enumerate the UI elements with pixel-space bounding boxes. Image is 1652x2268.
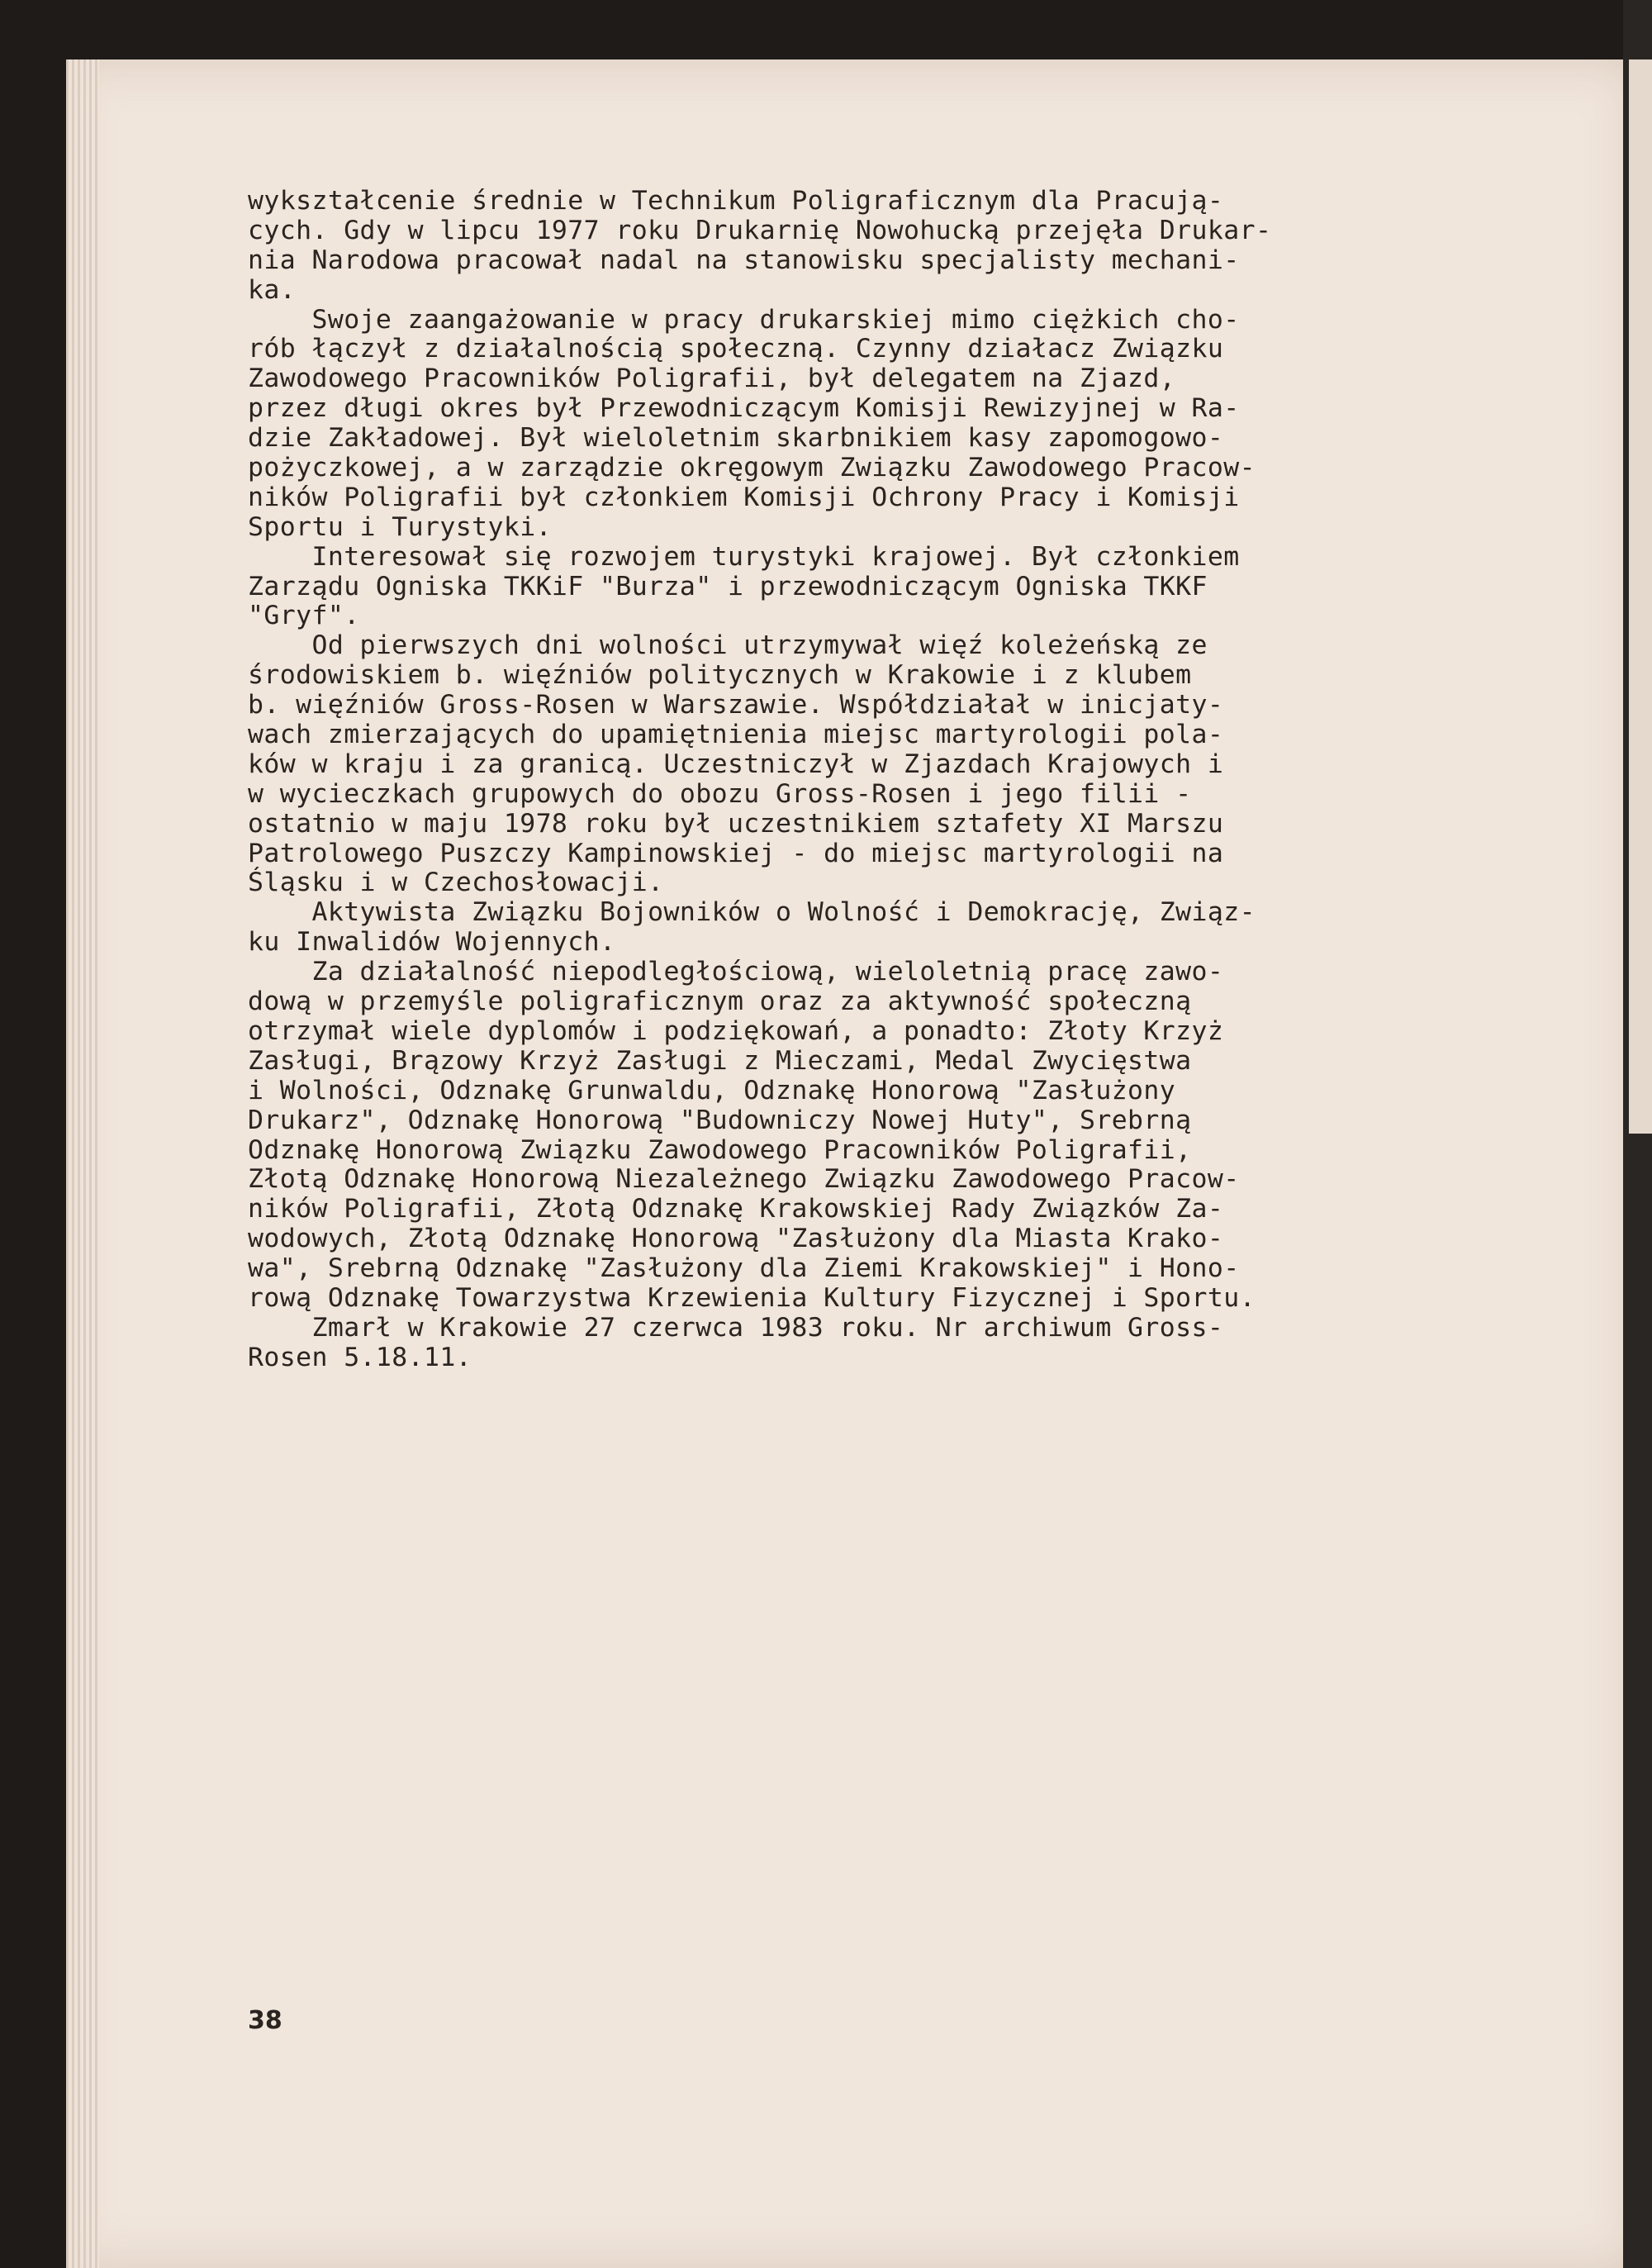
text-line: b. więźniów Gross-Rosen w Warszawie. Współdziałał w inicjaty-: [248, 690, 1224, 720]
text-line: Zarządu Ogniska TKKiF "Burza" i przewodniczącym Ogniska TKKF: [248, 571, 1208, 601]
text-line: cych. Gdy w lipcu 1977 roku Drukarnię Nowohucką przejęła Drukar-: [248, 215, 1272, 245]
text-line: Sportu i Turystyki.: [248, 511, 552, 542]
text-line: i Wolności, Odznakę Grunwaldu, Odznakę Honorową "Zasłużony: [248, 1075, 1176, 1105]
text-line: ka.: [248, 274, 297, 305]
text-line: w wycieczkach grupowych do obozu Gross-Rosen i jego filii -: [248, 778, 1192, 809]
text-line: Zasługi, Brązowy Krzyż Zasługi z Mieczami, Medal Zwycięstwa: [248, 1045, 1192, 1076]
body-text: [248, 187, 1470, 1373]
text-line: wodowych, Złotą Odznakę Honorową "Zasłużony dla Miasta Krako-: [248, 1224, 1224, 1254]
text-line: Patrolowego Puszczy Kampinowskiej - do miejsc martyrologii na: [248, 838, 1224, 868]
text-line: nia Narodowa pracował nadal na stanowisku specjalisty mechani-: [248, 245, 1240, 275]
text-line: rową Odznakę Towarzystwa Krzewienia Kultury Fizycznej i Sportu.: [248, 1282, 1256, 1313]
next-page-edge: [1629, 59, 1652, 1134]
text-line: wykształcenie średnie w Technikum Poligraficznym dla Pracują-: [248, 186, 1224, 216]
text-line: Swoje zaangażowanie w pracy drukarskiej mimo ciężkich cho-: [248, 304, 1240, 335]
text-line: pożyczkowej, a w zarządzie okręgowym Związku Zawodowego Pracow-: [248, 453, 1256, 483]
text-line: przez długi okres był Przewodniczącym Komisji Rewizyjnej w Ra-: [248, 393, 1240, 424]
text-line: wach zmierzających do upamiętnienia miejsc martyrologii pola-: [248, 720, 1224, 750]
text-line: ników Poligrafii był członkiem Komisji Ochrony Pracy i Komisji: [248, 482, 1240, 512]
text-line: Interesował się rozwojem turystyki krajowej. Był członkiem: [248, 541, 1240, 572]
text-line: ników Poligrafii, Złotą Odznakę Krakowskiej Rady Związków Za-: [248, 1194, 1224, 1224]
text-line: Złotą Odznakę Honorową Niezależnego Związku Zawodowego Pracow-: [248, 1164, 1240, 1195]
text-line: Rosen 5.18.11.: [248, 1342, 472, 1372]
text-line: wa", Srebrną Odznakę "Zasłużony dla Ziemi Krakowskiej" i Hono-: [248, 1253, 1240, 1284]
text-line: ku Inwalidów Wojennych.: [248, 927, 616, 958]
text-line: dzie Zakładowej. Był wieloletnim skarbnikiem kasy zapomogowo-: [248, 423, 1224, 454]
text-line: Odznakę Honorową Związku Zawodowego Pracowników Poligrafii,: [248, 1134, 1192, 1165]
text-line: ków w kraju i za granicą. Uczestniczył w Zjazdach Krajowych i: [248, 749, 1224, 779]
text-line: otrzymał wiele dyplomów i podziękowań, a ponadto: Złoty Krzyż: [248, 1015, 1224, 1046]
text-line: rób łączył z działalnością społeczną. Czynny działacz Związku: [248, 334, 1224, 364]
text-line: "Gryf".: [248, 601, 360, 631]
page-number: 38: [248, 2006, 282, 2035]
page-edge-stack: [66, 59, 99, 2268]
text-line: dową w przemyśle poligraficznym oraz za aktywność społeczną: [248, 987, 1192, 1017]
text-line: Za działalność niepodległościową, wieloletnią pracę zawo-: [248, 957, 1224, 987]
text-line: Zawodowego Pracowników Poligrafii, był delegatem na Zjazd,: [248, 364, 1176, 394]
text-line: Śląsku i w Czechosłowacji.: [248, 868, 664, 898]
text-line: Od pierwszych dni wolności utrzymywał więź koleżeńską ze: [248, 630, 1208, 661]
text-line: ostatnio w maju 1978 roku był uczestnikiem sztafety XI Marszu: [248, 808, 1224, 839]
text-line: Aktywista Związku Bojowników o Wolność i Demokrację, Związ-: [248, 897, 1256, 928]
text-line: Drukarz", Odznakę Honorową "Budowniczy Nowej Huty", Srebrną: [248, 1105, 1192, 1135]
text-line: Zmarł w Krakowie 27 czerwca 1983 roku. Nr archiwum Gross-: [248, 1312, 1224, 1343]
text-line: środowiskiem b. więźniów politycznych w Krakowie i z klubem: [248, 660, 1192, 691]
